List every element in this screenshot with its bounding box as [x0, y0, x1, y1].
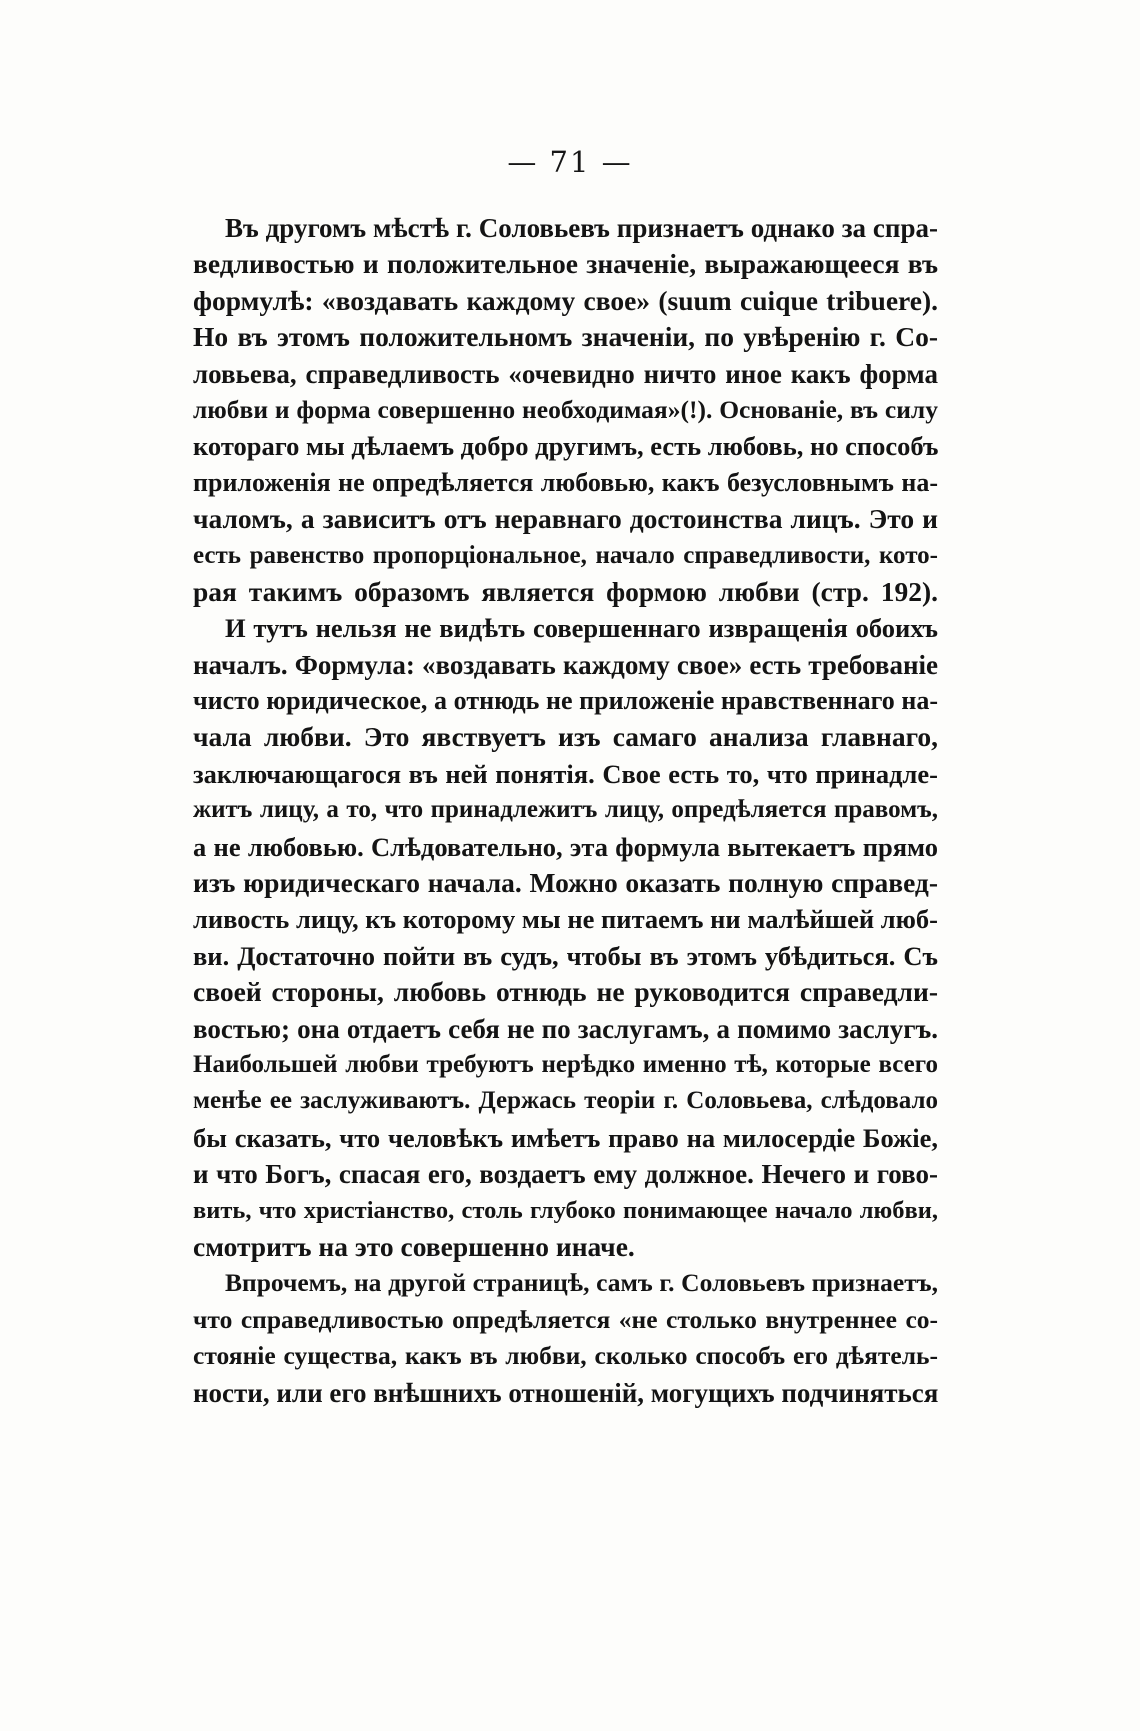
- text-line: приложенія не опредѣляется любовью, какъ безусловнымъ на-: [193, 467, 938, 497]
- paragraph-2: [193, 610, 938, 1265]
- text-line: бы сказать, что человѣкъ имѣетъ право на милосердіе Божіе,: [193, 1122, 938, 1153]
- paragraph-3: [193, 1265, 938, 1411]
- text-line: есть равенство пропорціональное, начало справедливости, кото-: [193, 541, 938, 569]
- text-line: рая таκимъ образомъ является формою любви (стр. 192).: [193, 575, 938, 607]
- text-line: любви и форма совершенно необходимая»(!). Основаніе, въ силу: [193, 394, 938, 424]
- text-line: изъ юридическаго начала. Можно оказать полную справед-: [193, 867, 938, 899]
- text-line: вить, что христіанство, столь глубоко понимающее начало любви,: [193, 1196, 938, 1224]
- text-line: чала любви. Это явствуетъ изъ самаго анализа главнаго,: [193, 721, 938, 753]
- page-number: — 71 —: [507, 145, 633, 179]
- text-line: смотритъ на это совершенно иначе.: [193, 1230, 635, 1262]
- text-line: ви. Достаточно пойти въ судъ, чтобы въ этомъ убѣдиться. Съ: [193, 940, 938, 971]
- text-line: Въ другомъ мѣстѣ г. Соловьевъ признаетъ однако за спра-: [225, 213, 938, 243]
- paragraph-1: [193, 210, 938, 610]
- text-line: Но въ этомъ положительномъ значеніи, по увѣренію г. Со-: [193, 321, 938, 353]
- text-line: Наибольшей любви требуютъ нерѣдко именно тѣ, которые всего: [193, 1050, 938, 1078]
- text-line: заключающагося въ ней понятія. Свое есть то, что принадле-: [193, 758, 938, 789]
- text-line: ливость лицу, къ которому мы не питаемъ ни малѣйшей люб-: [193, 904, 938, 935]
- text-line: а не любовью. Слѣдовательно, эта формула вытекаетъ прямо: [193, 831, 938, 862]
- text-line: стояніе существа, какъ въ любви, сколько способъ его дѣятель-: [193, 1341, 938, 1371]
- text-line: ности, или его внѣшнихъ отношеній, могущихъ подчиняться: [193, 1377, 939, 1408]
- text-line: котораго мы дѣлаемъ добро другимъ, есть любовь, но способъ: [193, 431, 939, 462]
- text-line: началъ. Формула: «воздавать каждому свое» есть требованіе: [193, 649, 938, 680]
- text-line: Впрочемъ, на другой страницѣ, самъ г. Соловьевъ признаетъ,: [225, 1268, 938, 1298]
- text-line: чаломъ, а зависитъ отъ неравнаго достоинства лицъ. Это и: [193, 503, 938, 535]
- text-line: востью; она отдаетъ себя не по заслугамъ, а помимо заслугъ.: [193, 1013, 938, 1044]
- text-line: чисто юридическое, а отнюдь не приложеніе нравственнаго на-: [193, 686, 938, 716]
- text-line: и что Богъ, спасая его, воздаетъ ему должное. Нечего и гово-: [193, 1159, 938, 1190]
- text-line: И тутъ нельзя не видѣть совершеннаго извращенія обоихъ: [225, 613, 938, 644]
- text-line: менѣе ее заслуживаютъ. Держась теоріи г. Соловьева, слѣдовало: [193, 1087, 938, 1115]
- text-line: своей стороны, любовь отнюдь не руководится справедли-: [193, 976, 938, 1008]
- text-line: формулѣ: «воздавать каждому свое» (suum cuique tribuere).: [193, 284, 938, 316]
- text-line: ловьева, справедливость «очевидно ничто иное какъ форма: [193, 358, 938, 389]
- page-text: [193, 210, 938, 1411]
- text-line: житъ лицу, а то, что принадлежитъ лицу, опредѣляется правомъ,: [193, 796, 938, 824]
- text-line: ведливостью и положительное значеніе, выражающееся въ: [193, 248, 938, 280]
- text-line: что справедливостью опредѣляется «не столько внутреннее со-: [193, 1304, 938, 1334]
